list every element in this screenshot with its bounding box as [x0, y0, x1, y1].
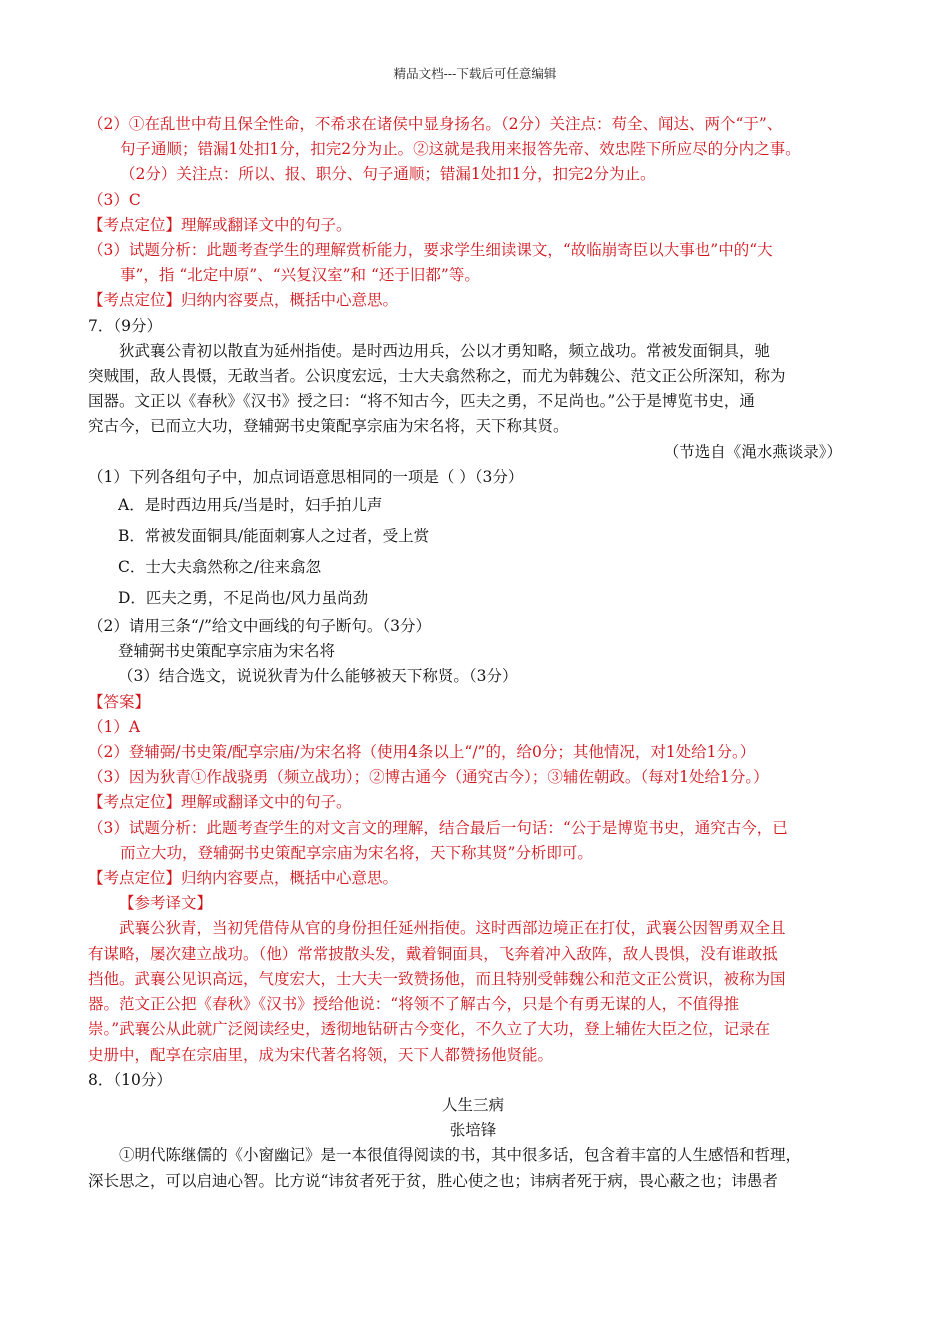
question-number: 8．（10分） — [88, 1070, 172, 1089]
translation-title: 【参考译文】 — [119, 894, 213, 913]
article-paragraph-line: ①明代陈继儒的《小窗幽记》是一本很值得阅读的书，其中很多话，包含着丰富的人生感悟和哲理， — [119, 1146, 802, 1165]
passage-line: 狄武襄公青初以散直为延州指使。是时西边用兵，公以才勇知略，频立战功。常被发面铜具，驰 — [119, 341, 771, 360]
question-number: 7．（9分） — [88, 316, 162, 335]
sub-question: （1）下列各组句子中，加点词语意思相同的一项是（ ）（3分） — [88, 467, 524, 486]
passage-line: 突贼围，敌人畏慑，无敢当者。公识度宏远，士大夫翕然称之，而尤为韩魏公、范文正公所深知，称为 — [88, 367, 786, 386]
answer-title: 【答案】 — [88, 692, 151, 711]
answer-line: （3）C — [88, 190, 141, 209]
article-title: 人生三病 — [441, 1095, 504, 1114]
translation-line: 器。范文正公把《春秋》《汉书》授给他说：“将领不了解古今，只是个有勇无谋的人，不值得推 — [88, 995, 740, 1014]
answer-line: 而立大功，登辅弼书史策配享宗庙为宋名将，天下称其贤”分析即可。 — [120, 843, 593, 862]
answer-line: 事”，指 “北定中原”、“兴复汉室”和 “还于旧都”等。 — [120, 266, 480, 285]
answer-line: （2）①在乱世中苟且保全性命，不希求在诸侯中显身扬名。（2分）关注点：苟全、闻达、两个“于”、 — [88, 115, 783, 133]
passage-source: （节选自《渑水燕谈录》） — [663, 442, 842, 461]
answer-line: 句子通顺；错漏1处扣1分，扣完2分为止。②这就是我用来报答先帝、效忠陛下所应尽的分内之事。 — [120, 140, 801, 159]
answer-line: （2分）关注点：所以、报、职分、句子通顺；错漏1处扣1分，扣完2分为止。 — [120, 165, 656, 184]
translation-line: 挡他。武襄公见识高远，气度宏大，士大夫一致赞扬他，而且特别受韩魏公和范文正公赏识，被称为国 — [88, 969, 786, 988]
translation-line: 有谋略，屡次建立战功。（他）常常披散头发，戴着铜面具，飞奔着冲入敌阵，敌人畏惧，没有谁敢抵 — [88, 944, 778, 963]
option-a: A．是时西边用兵/当是时，妇手拍儿声 — [118, 496, 383, 515]
page-header: 精品文档---下载后可任意编辑 — [393, 66, 557, 81]
option-c: C．士大夫翕然称之/往来翕忽 — [118, 558, 322, 577]
answer-line: 【考点定位】归纳内容要点，概括中心意思。 — [88, 869, 399, 888]
passage-line: 究古今，已而立大功，登辅弼书史策配享宗庙为宋名将，天下称其贤。 — [88, 417, 569, 436]
answer-line: （3）试题分析：此题考查学生的对文言文的理解，结合最后一句话：“公于是博览书史，通究古今，已 — [88, 818, 788, 837]
answer-line: （2）登辅弼/书史策/配享宗庙/为宋名将（使用4条以上“/”的，给0分；其他情况，对1处给1分。） — [88, 743, 756, 762]
option-d: D．匹夫之勇，不足尚也/风力虽尚劲 — [118, 589, 369, 608]
translation-line: 武襄公狄青，当初凭借侍从官的身份担任延州指使。这时西部边境正在打仗，武襄公因智勇双全且 — [119, 919, 786, 938]
sub-question-sentence: 登辅弼书史策配享宗庙为宋名将 — [118, 642, 336, 661]
answer-line: 【考点定位】理解或翻译文中的句子。 — [88, 215, 352, 234]
answer-line: （1）A — [88, 717, 141, 736]
answer-line: 【考点定位】归纳内容要点，概括中心意思。 — [88, 291, 399, 310]
answer-line: 【考点定位】理解或翻译文中的句子。 — [88, 793, 352, 812]
sub-question: （3）结合选文，说说狄青为什么能够被天下称贤。（3分） — [118, 667, 518, 686]
page-content — [88, 112, 858, 1194]
passage-line: 国器。文正以《春秋》《汉书》授之曰：“将不知古今，匹夫之勇，不足尚也。”公于是博览书史，通 — [88, 392, 755, 411]
article-author: 张培锋 — [449, 1121, 497, 1140]
answer-line: （3）因为狄青①作战骁勇（频立战功）；②博古通今（通究古今）；③辅佐朝政。（每对1处给1分。） — [88, 768, 769, 787]
translation-line: 史册中，配享在宗庙里，成为宋代著名将领，天下人都赞扬他贤能。 — [88, 1045, 554, 1064]
sub-question: （2）请用三条“/”给文中画线的句子断句。（3分） — [88, 617, 432, 636]
answer-line: （3）试题分析：此题考查学生的理解赏析能力，要求学生细读课文，“故临崩寄臣以大事也”中的“大 — [88, 241, 773, 260]
option-b: B．常被发面铜具/能面刺寡人之过者，受上赏 — [118, 527, 430, 546]
translation-line: 崇。”武襄公从此就广泛阅读经史，透彻地钻研古今变化，不久立了大功，登上辅佐大臣之位，记录在 — [88, 1020, 771, 1039]
article-paragraph-line: 深长思之，可以启迪心智。比方说“讳贫者死于贫，胜心使之也；讳病者死于病，畏心蔽之也；讳愚者 — [88, 1171, 778, 1190]
